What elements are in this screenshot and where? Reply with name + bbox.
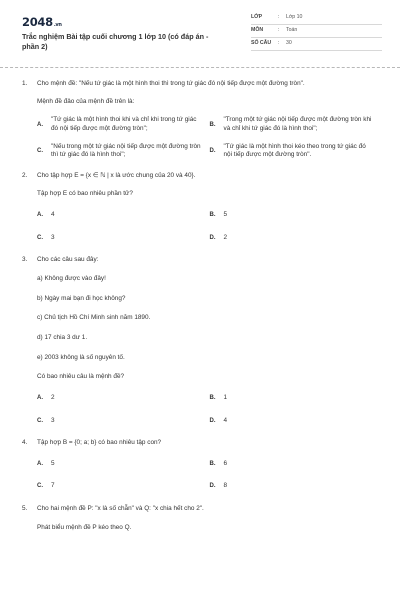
option-label: B. [209, 121, 216, 128]
option-label: C. [37, 148, 43, 155]
meta-row-subject [251, 25, 382, 38]
answer-options [37, 116, 382, 160]
question-stem [22, 256, 382, 265]
question-3 [22, 256, 382, 425]
meta-key: MÔN [251, 27, 264, 34]
meta-separator: : [278, 14, 280, 21]
option-label: A. [37, 212, 43, 219]
option-label: B. [209, 460, 216, 467]
answer-options [37, 394, 382, 425]
option-label: D. [209, 483, 216, 490]
option-d[interactable] [210, 417, 383, 426]
option-c[interactable] [37, 482, 210, 491]
question-text: Cho tập hợp E = {x ∈ ℕ | x là ước chung của 20 và 40}. [37, 171, 196, 179]
option-c[interactable] [37, 417, 210, 426]
option-a[interactable] [37, 460, 210, 469]
option-label: C. [37, 483, 43, 490]
question-stem [22, 80, 382, 89]
metadata-panel [251, 12, 382, 51]
question-number: 3. [22, 256, 28, 264]
option-label: C. [37, 417, 43, 424]
option-label: B. [209, 394, 216, 401]
question-list [22, 80, 382, 532]
option-label: C. [37, 234, 43, 241]
option-b[interactable] [210, 211, 383, 220]
logo-text: 2048 [22, 15, 53, 29]
option-text: "Tứ giác là một hình thoi khi và chỉ khi trong tứ giác đó nội tiếp được một đường tròn"; [51, 116, 197, 132]
option-text: 2 [223, 233, 228, 241]
option-a[interactable] [37, 211, 210, 220]
option-b[interactable] [210, 116, 383, 133]
option-b[interactable] [210, 394, 383, 403]
question-number: 2. [22, 171, 28, 179]
option-a[interactable] [37, 394, 210, 403]
meta-key: SỐ CÂU [251, 40, 272, 47]
option-text: 3 [51, 416, 55, 424]
meta-row-question-count [251, 38, 382, 51]
option-d[interactable] [210, 234, 383, 243]
option-text: "Nếu trong một tứ giác nội tiếp được một đường tròn thì tứ giác đó là hình thoi"; [51, 142, 201, 159]
question-number: 1. [22, 80, 28, 87]
option-text: "Trong một tứ giác nội tiếp được một đường tròn khi và chỉ khi tứ giác đó là hình thoi"; [223, 116, 372, 132]
option-label: D. [209, 417, 216, 424]
answer-options [37, 211, 382, 242]
answer-options [37, 460, 382, 491]
question-prompt: Phát biểu mệnh đề P kéo theo Q. [37, 523, 132, 531]
meta-value: Toán [286, 27, 298, 34]
question-2 [22, 172, 382, 243]
header-divider [0, 67, 400, 68]
question-stem [22, 172, 382, 181]
meta-separator: : [278, 40, 280, 47]
statement-d: d) 17 chia 3 dư 1. [37, 333, 88, 341]
option-text: 2 [51, 393, 55, 401]
question-text: Cho mệnh đề: "Nếu tứ giác là một hình thoi thì trong tứ giác đó nội tiếp được một đường tròn". [37, 80, 305, 87]
statement-b: b) Ngày mai bạn đi học không? [37, 294, 126, 302]
question-text: Cho hai mệnh đề P: "x là số chẵn" và Q: "x chia hết cho 2". [37, 505, 204, 513]
question-text: Cho các câu sau đây: [37, 256, 99, 264]
option-label: A. [37, 121, 43, 128]
meta-key: LỚP [251, 14, 263, 21]
option-c[interactable] [37, 143, 210, 160]
question-text: Tập hợp B = {0; a; b} có bao nhiêu tập con? [37, 439, 162, 447]
option-label: A. [37, 460, 43, 467]
option-label: A. [37, 394, 43, 401]
option-text: 5 [223, 211, 228, 219]
question-prompt: Tập hợp E có bao nhiêu phần tử? [37, 190, 133, 198]
option-text: 1 [223, 393, 228, 401]
statement-e: e) 2003 không là số nguyên tố. [37, 353, 125, 361]
document-header [22, 12, 382, 66]
question-prompt: Có bao nhiêu câu là mệnh đề? [37, 373, 125, 381]
meta-row-class [251, 12, 382, 25]
option-a[interactable] [37, 116, 210, 133]
question-stem [22, 439, 382, 448]
brand-logo[interactable] [22, 15, 62, 31]
meta-separator: : [278, 27, 280, 34]
option-text: 5 [51, 459, 55, 467]
option-label: D. [209, 148, 216, 155]
statement-c: c) Chủ tịch Hồ Chí Minh sinh năm 1890. [37, 314, 151, 322]
option-text: 7 [51, 482, 55, 490]
option-c[interactable] [37, 234, 210, 243]
logo-suffix: .vn [53, 22, 62, 28]
document-title: Trắc nghiệm Bài tập cuối chương 1 lớp 10 (có đáp án - phần 2) [22, 32, 209, 52]
option-label: B. [209, 212, 216, 219]
option-d[interactable] [210, 143, 383, 160]
question-stem [22, 505, 382, 514]
statement-a: a) Không được vào đây! [37, 275, 106, 283]
question-5 [22, 505, 382, 532]
question-number: 5. [22, 505, 28, 513]
meta-value: Lớp 10 [286, 14, 303, 21]
option-d[interactable] [210, 482, 383, 491]
option-text: 4 [223, 416, 228, 424]
option-text: 8 [223, 482, 228, 490]
question-number: 4. [22, 439, 28, 447]
question-4 [22, 439, 382, 491]
option-label: D. [209, 234, 216, 241]
question-1 [22, 80, 382, 160]
question-prompt: Mệnh đề đảo của mệnh đề trên là: [37, 97, 135, 105]
meta-value: 30 [286, 40, 292, 47]
option-text: 4 [51, 211, 55, 219]
option-b[interactable] [210, 460, 383, 469]
option-text: 6 [223, 459, 228, 467]
option-text: 3 [51, 233, 55, 241]
option-text: "Tứ giác là một hình thoi kéo theo trong tứ giác đó nội tiếp được một đường tròn". [223, 142, 366, 159]
